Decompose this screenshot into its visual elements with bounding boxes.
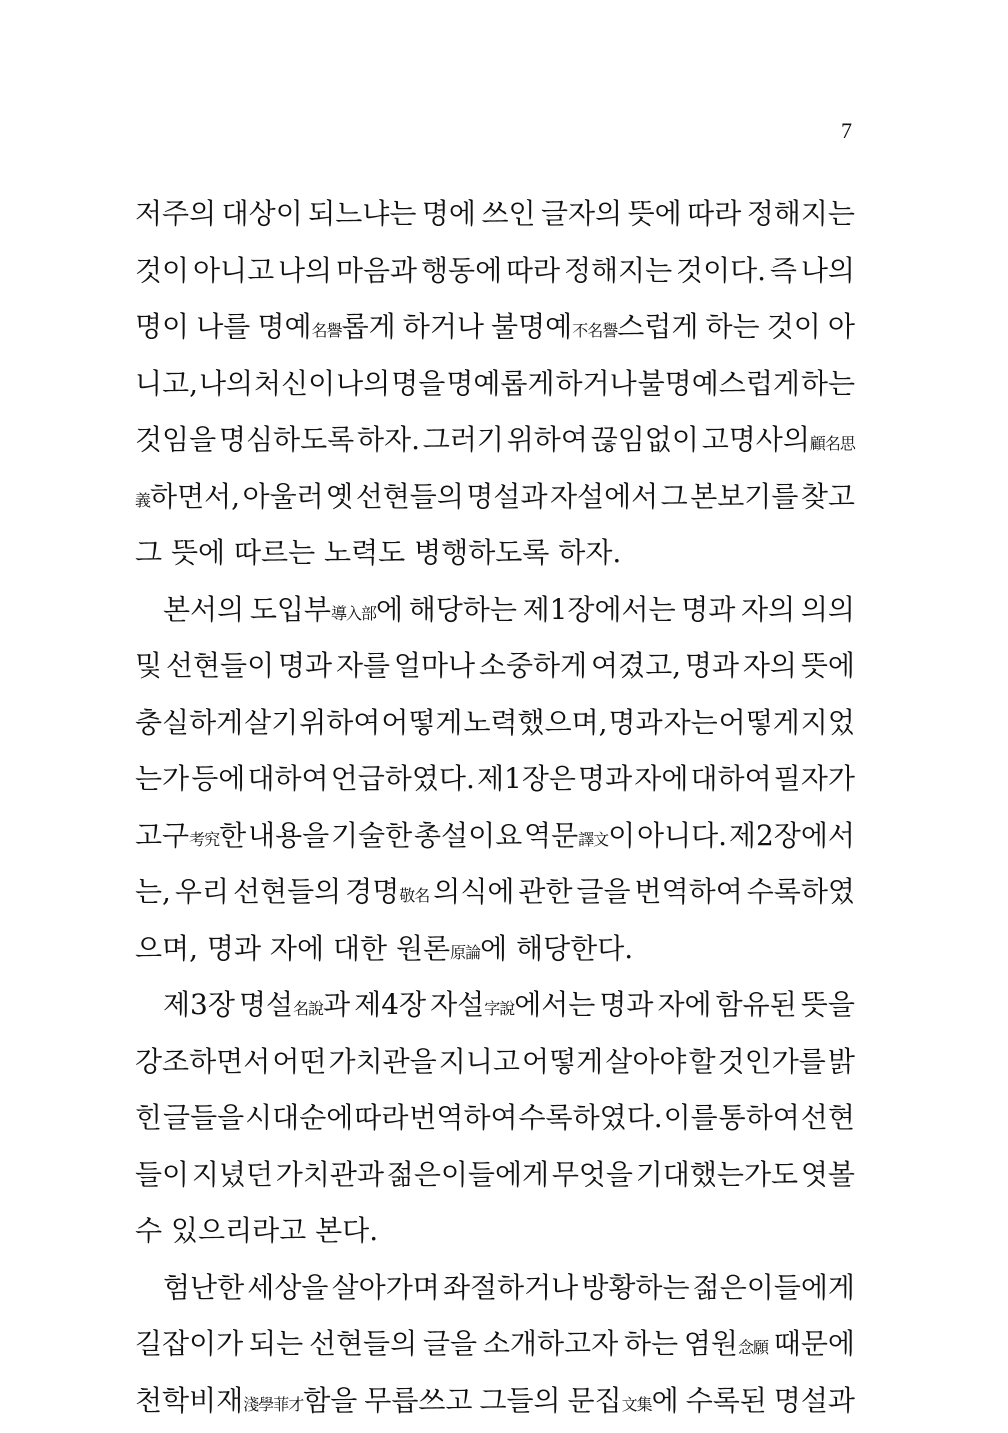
word: 하는 [705, 310, 760, 343]
word: 길잡이가 [135, 1327, 244, 1360]
word: 따라 [687, 197, 742, 230]
word: 정해지는 [563, 253, 673, 287]
word: 저주의 [135, 197, 217, 230]
hanja-annotation: 譯文 [578, 829, 609, 849]
word: 뜻에 [170, 536, 226, 569]
word: 자는 [663, 705, 718, 739]
word: 제4장 [354, 988, 427, 1021]
word: 엿볼 [800, 1157, 855, 1191]
word: 어떻게 [381, 705, 463, 739]
word: 뜻을 [800, 988, 855, 1021]
word: 위하여 [299, 705, 381, 739]
word: 내용을 [248, 818, 330, 852]
word: 명에 [421, 197, 476, 230]
word: 제1장에서는 [522, 592, 676, 626]
word: 어떤 [272, 1044, 327, 1078]
hanja-annotation: 淺學菲才 [243, 1394, 304, 1414]
word: 총설이요 [413, 818, 523, 852]
word: 명설과 [773, 1383, 855, 1417]
word: 살기 [244, 705, 299, 739]
word: 따라 [505, 253, 561, 287]
word: 노력도 [324, 536, 406, 569]
word: 위하여 [506, 423, 588, 456]
word: 마음과 [335, 253, 418, 287]
word: 되는 [249, 1327, 304, 1360]
text-line [135, 751, 855, 808]
word: 명과 [681, 592, 736, 626]
word: 소개하고자 [482, 1327, 619, 1360]
word: 명을 [391, 366, 446, 400]
word: 가치관을 [328, 1044, 437, 1078]
word: 하는 [623, 1327, 679, 1360]
word: 통하여 [718, 1101, 800, 1134]
word: 명예名譽롭게 [257, 310, 396, 343]
word: 명설과 [466, 479, 548, 513]
word: 처신이 [254, 366, 336, 400]
page-number: 7 [841, 118, 852, 143]
word: 소중하게 [478, 649, 588, 682]
word: 선현들의 [355, 479, 464, 513]
word: 번역하여 [409, 1101, 518, 1134]
word: 원론原論에 [395, 931, 508, 965]
text-line [135, 638, 855, 695]
word: 대하여 [247, 762, 329, 795]
text-line [135, 1147, 855, 1204]
word: 본다. [315, 1214, 379, 1247]
word: 나의 [336, 366, 391, 400]
word: 가치관과 [275, 1157, 384, 1191]
word: 뜻에 [800, 649, 855, 682]
hanja-annotation: 不名譽 [572, 321, 618, 340]
word: 의식에 [433, 875, 515, 908]
word: 불명예스럽게 [637, 366, 800, 400]
hanja-annotation: 敬名 [399, 886, 430, 905]
word: 명과 [578, 762, 633, 795]
word: 이를 [663, 1101, 718, 1134]
word: 문집文集에 [567, 1383, 679, 1417]
word: 필자가 [773, 762, 855, 795]
word: 좌절하거나 [442, 1270, 579, 1304]
word: 제2장에서 [728, 818, 855, 852]
word: 고구考究한 [135, 818, 247, 852]
word: 젊은이들에게 [692, 1270, 855, 1304]
word: 대상이 [221, 197, 303, 230]
hanja-annotation: 考究 [189, 829, 220, 849]
word: 수록된 [685, 1383, 767, 1417]
word: 즉 [769, 253, 797, 287]
text-line [135, 808, 855, 865]
word: 명심하도록 [218, 423, 355, 456]
word: 번역하여 [634, 875, 743, 908]
word: 나의 [800, 253, 855, 287]
word: 명과 [599, 988, 654, 1021]
word: 본보기를 [690, 479, 799, 513]
word: 지었 [800, 705, 855, 739]
word: 우리 [174, 875, 230, 908]
word: 자를 [335, 649, 391, 682]
word: 그들의 [479, 1383, 561, 1417]
word: 있으리라고 [170, 1214, 307, 1247]
word: 명이 [135, 310, 190, 343]
word: 제3장 [163, 988, 235, 1021]
word: 나의 [198, 366, 254, 400]
word: 것이 [135, 253, 190, 287]
word: 그 [135, 536, 163, 569]
word: 도입부導入部에 [249, 592, 404, 626]
word: 여겼고, [591, 649, 682, 682]
word: 아니고 [192, 253, 275, 287]
word: 따르는 [233, 536, 316, 569]
word: 옛 [326, 479, 354, 513]
hanja-annotation: 義 [135, 490, 151, 510]
word: 충실하게 [135, 705, 244, 739]
word: 선현 [800, 1101, 855, 1134]
word: 수록하였다. [518, 1101, 663, 1134]
word: 자에 [634, 762, 689, 795]
word: 살아야 [605, 1044, 687, 1078]
word: 등에 [191, 762, 246, 795]
hanja-annotation: 文集 [621, 1394, 652, 1414]
text-line [135, 977, 855, 1034]
word: 얼마나 [393, 649, 476, 682]
word: 어떻게 [522, 1044, 604, 1078]
word: 자의 [742, 649, 797, 682]
text-line [135, 1034, 855, 1091]
word: 는가 [135, 762, 190, 795]
word: 노력했으며, [463, 705, 608, 739]
word: 나를 [196, 310, 251, 343]
word: 의의 [800, 592, 855, 626]
word: 제1장은 [476, 762, 576, 795]
text-line [135, 412, 855, 469]
word: 하는 [800, 366, 855, 400]
word: 본서의 [163, 592, 245, 626]
word: 정해지는 [746, 197, 855, 230]
word: 것인가를 [717, 1044, 826, 1078]
text-line [135, 921, 855, 978]
word: 밝 [827, 1044, 855, 1078]
word: 명과 [206, 931, 262, 965]
word: 글을 [576, 875, 631, 908]
word: 경명敬名 [345, 875, 430, 908]
hanja-annotation: 念願 [737, 1338, 768, 1357]
text-line [135, 695, 855, 752]
word: 함유된 [715, 988, 797, 1021]
word: 지니고 [438, 1044, 520, 1078]
word: 살아가며 [331, 1270, 440, 1304]
word: 쓰인 [481, 197, 536, 230]
word: 염원念願 [683, 1327, 768, 1360]
text-line [135, 1373, 855, 1430]
word: 수록하였 [746, 875, 855, 908]
word: 수 [135, 1214, 163, 1247]
word: 자에 [269, 931, 325, 965]
word: 할 [688, 1044, 716, 1078]
word: 해당한다. [516, 931, 634, 965]
word: 강조하면서 [135, 1044, 271, 1078]
word: 및 [135, 649, 163, 682]
word: 아 [827, 310, 855, 343]
word: 것임을 [135, 423, 217, 456]
word: 시대순에 [245, 1101, 354, 1134]
word: 험난한 [163, 1270, 245, 1304]
word: 니고, [135, 366, 198, 400]
text-line [135, 243, 855, 300]
word: 병행하도록 [414, 536, 550, 569]
word: 자설에서 [549, 479, 659, 513]
word: 되느냐는 [308, 197, 417, 230]
text-line [135, 469, 855, 526]
text-line [135, 864, 855, 921]
word: 천학비재淺學菲才함을 [135, 1383, 358, 1417]
word: 글자의 [541, 197, 623, 230]
word: 글들을 [163, 1101, 245, 1134]
hanja-annotation: 名說 [293, 999, 324, 1018]
word: 나의 [277, 253, 333, 287]
word: 힌 [135, 1101, 163, 1134]
text-line [135, 299, 855, 356]
word: 따라 [354, 1101, 409, 1134]
word: 해당하는 [408, 592, 517, 626]
text-line [135, 1316, 855, 1373]
word: 으며, [135, 931, 198, 965]
text-line [135, 1203, 855, 1260]
word: 그러기 [422, 423, 504, 456]
word: 선현들의 [308, 1327, 418, 1360]
word: 선현들이 [165, 649, 275, 682]
text-line [135, 1090, 855, 1147]
word: 자설字說에서는 [430, 988, 596, 1021]
word: 관한 [518, 875, 573, 908]
word: 자의 [741, 592, 796, 626]
word: 뜻에 [627, 197, 682, 230]
word: 방황하는 [581, 1270, 690, 1304]
word: 선현들의 [233, 875, 342, 908]
word: 그 [660, 479, 688, 513]
word: 義하면서, [135, 479, 241, 513]
word: 어떻게 [718, 705, 800, 739]
word: 언급하였다. [330, 762, 475, 795]
word: 무릅쓰고 [364, 1383, 473, 1417]
word: 무엇을 [551, 1157, 633, 1191]
word: 하거나 [555, 366, 637, 400]
word: 고명사의顧名思 [701, 423, 855, 456]
word: 하자. [357, 423, 420, 456]
hanja-annotation: 導入部 [330, 603, 376, 623]
word: 불명예不名譽스럽게 [491, 310, 699, 343]
word: 때문에 [773, 1327, 855, 1360]
word: 행동에 [420, 253, 503, 287]
word: 명과 [277, 649, 333, 682]
word: 명설名說과 [238, 988, 351, 1021]
text-line [135, 1260, 855, 1317]
word: 대한 [332, 931, 388, 965]
word: 세상을 [247, 1270, 329, 1304]
hanja-annotation: 原論 [450, 942, 481, 962]
word: 명과 [608, 705, 663, 739]
word: 자에 [657, 988, 712, 1021]
word: 들이 [135, 1157, 190, 1191]
word: 대하여 [690, 762, 772, 795]
word: 명과 [684, 649, 740, 682]
word: 는, [135, 875, 171, 908]
word: 역문譯文이 [524, 818, 636, 852]
hanja-annotation: 字說 [484, 999, 515, 1018]
text-line [135, 356, 855, 413]
hanja-annotation: 顧名思 [809, 434, 855, 453]
word: 찾고 [800, 479, 855, 513]
word: 기술한 [331, 818, 413, 852]
body-text [135, 186, 855, 1429]
word: 것이다. [676, 253, 767, 287]
word: 하거나 [402, 310, 484, 343]
word: 끊임없이 [590, 423, 699, 456]
word: 하자. [558, 536, 622, 569]
word: 아울러 [242, 479, 324, 513]
text-line [135, 525, 855, 582]
word: 아니다. [637, 818, 728, 852]
word: 것이 [766, 310, 821, 343]
word: 젊은이들에게 [386, 1157, 550, 1191]
word: 기대했는가도 [635, 1157, 799, 1191]
hanja-annotation: 名譽 [311, 321, 342, 340]
text-line [135, 582, 855, 639]
word: 글을 [422, 1327, 478, 1360]
word: 지녔던 [191, 1157, 274, 1191]
word: 명예롭게 [446, 366, 555, 400]
text-line [135, 186, 855, 243]
